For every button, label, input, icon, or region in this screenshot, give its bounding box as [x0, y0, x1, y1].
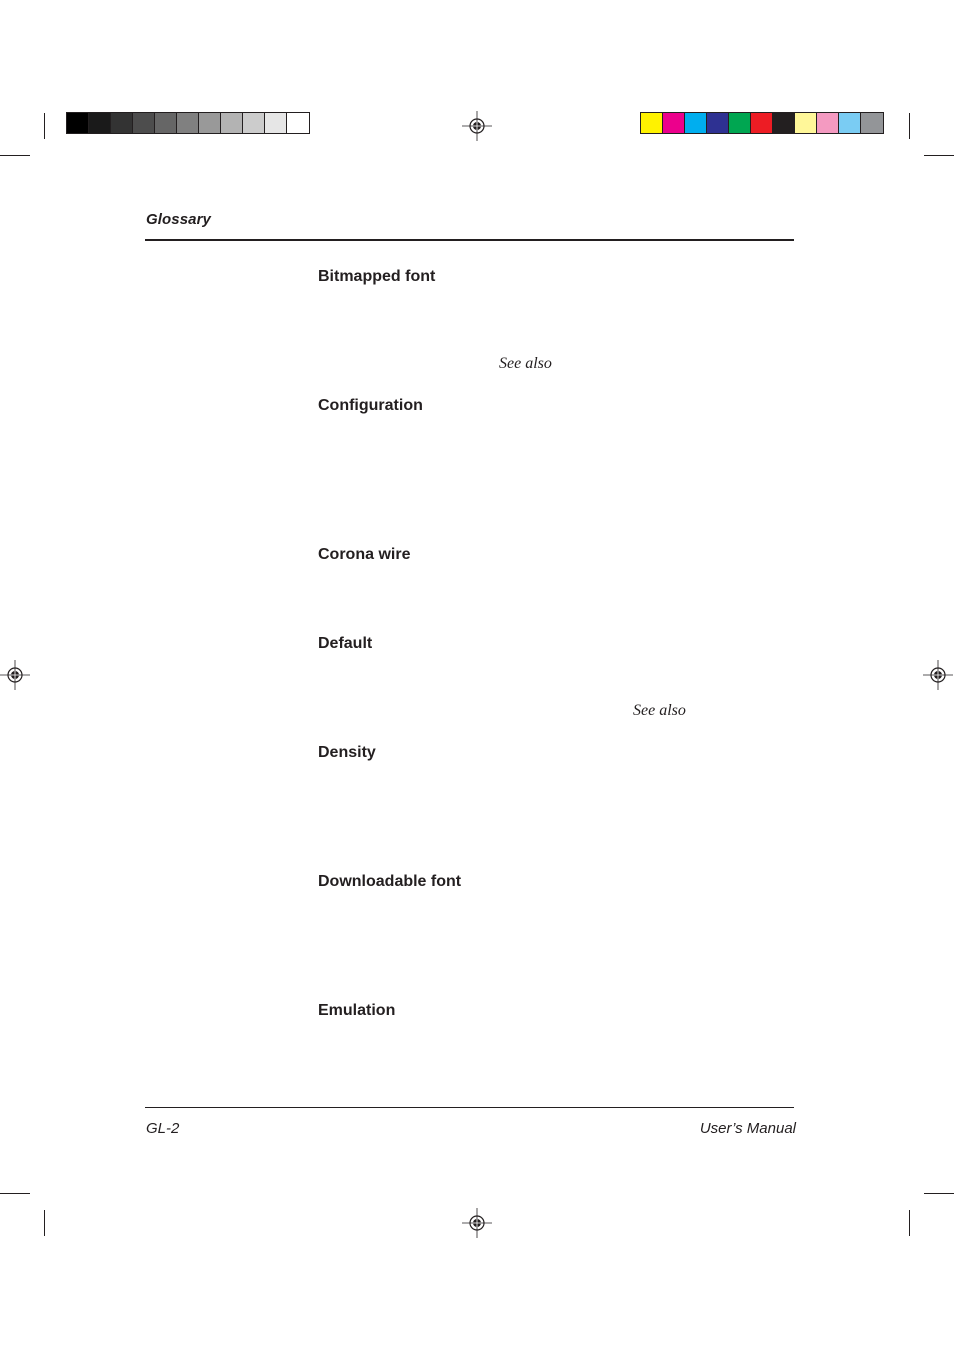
crop-mark-bottom-left-horizontal [0, 1193, 30, 1194]
registration-mark-icon [462, 111, 492, 141]
glossary-term-emulation: Emulation [318, 1002, 396, 1019]
gray-swatch [287, 113, 309, 133]
crop-mark-top-left-vertical [44, 113, 45, 139]
gray-swatch [177, 113, 199, 133]
color-swatch [685, 113, 707, 133]
see-also-reference: See also [499, 355, 552, 372]
glossary-term-density: Density [318, 744, 376, 761]
registration-mark-icon [462, 1208, 492, 1238]
see-also-reference: See also [633, 702, 686, 719]
gray-swatch [67, 113, 89, 133]
color-swatch [861, 113, 883, 133]
crop-mark-top-right-vertical [909, 113, 910, 139]
gray-swatch [243, 113, 265, 133]
color-swatch [729, 113, 751, 133]
crop-mark-top-left-horizontal [0, 155, 30, 156]
crop-mark-top-right-horizontal [924, 155, 954, 156]
manual-title: User’s Manual [699, 1120, 796, 1137]
running-header: Glossary [146, 211, 212, 228]
registration-mark-icon [0, 660, 30, 690]
gray-swatch [155, 113, 177, 133]
color-swatch [707, 113, 729, 133]
glossary-term-default: Default [318, 635, 373, 652]
color-swatch [839, 113, 861, 133]
glossary-term-bitmapped-font: Bitmapped font [318, 268, 436, 285]
glossary-term-corona-wire: Corona wire [318, 546, 411, 563]
crop-mark-bottom-left-vertical [44, 1210, 45, 1236]
gray-swatch [111, 113, 133, 133]
color-swatch [795, 113, 817, 133]
color-swatch [773, 113, 795, 133]
gray-swatch [221, 113, 243, 133]
glossary-term-configuration: Configuration [318, 397, 423, 414]
gray-scale-bar [66, 112, 310, 134]
footer-rule [145, 1107, 794, 1108]
gray-swatch [199, 113, 221, 133]
glossary-term-downloadable-font: Downloadable font [318, 873, 462, 890]
color-bar [640, 112, 884, 134]
header-rule [145, 239, 794, 241]
gray-swatch [133, 113, 155, 133]
color-swatch [641, 113, 663, 133]
registration-mark-icon [923, 660, 953, 690]
color-swatch [663, 113, 685, 133]
color-swatch [751, 113, 773, 133]
gray-swatch [265, 113, 287, 133]
crop-mark-bottom-right-horizontal [924, 1193, 954, 1194]
crop-mark-bottom-right-vertical [909, 1210, 910, 1236]
color-swatch [817, 113, 839, 133]
gray-swatch [89, 113, 111, 133]
page-number: GL-2 [146, 1120, 180, 1137]
